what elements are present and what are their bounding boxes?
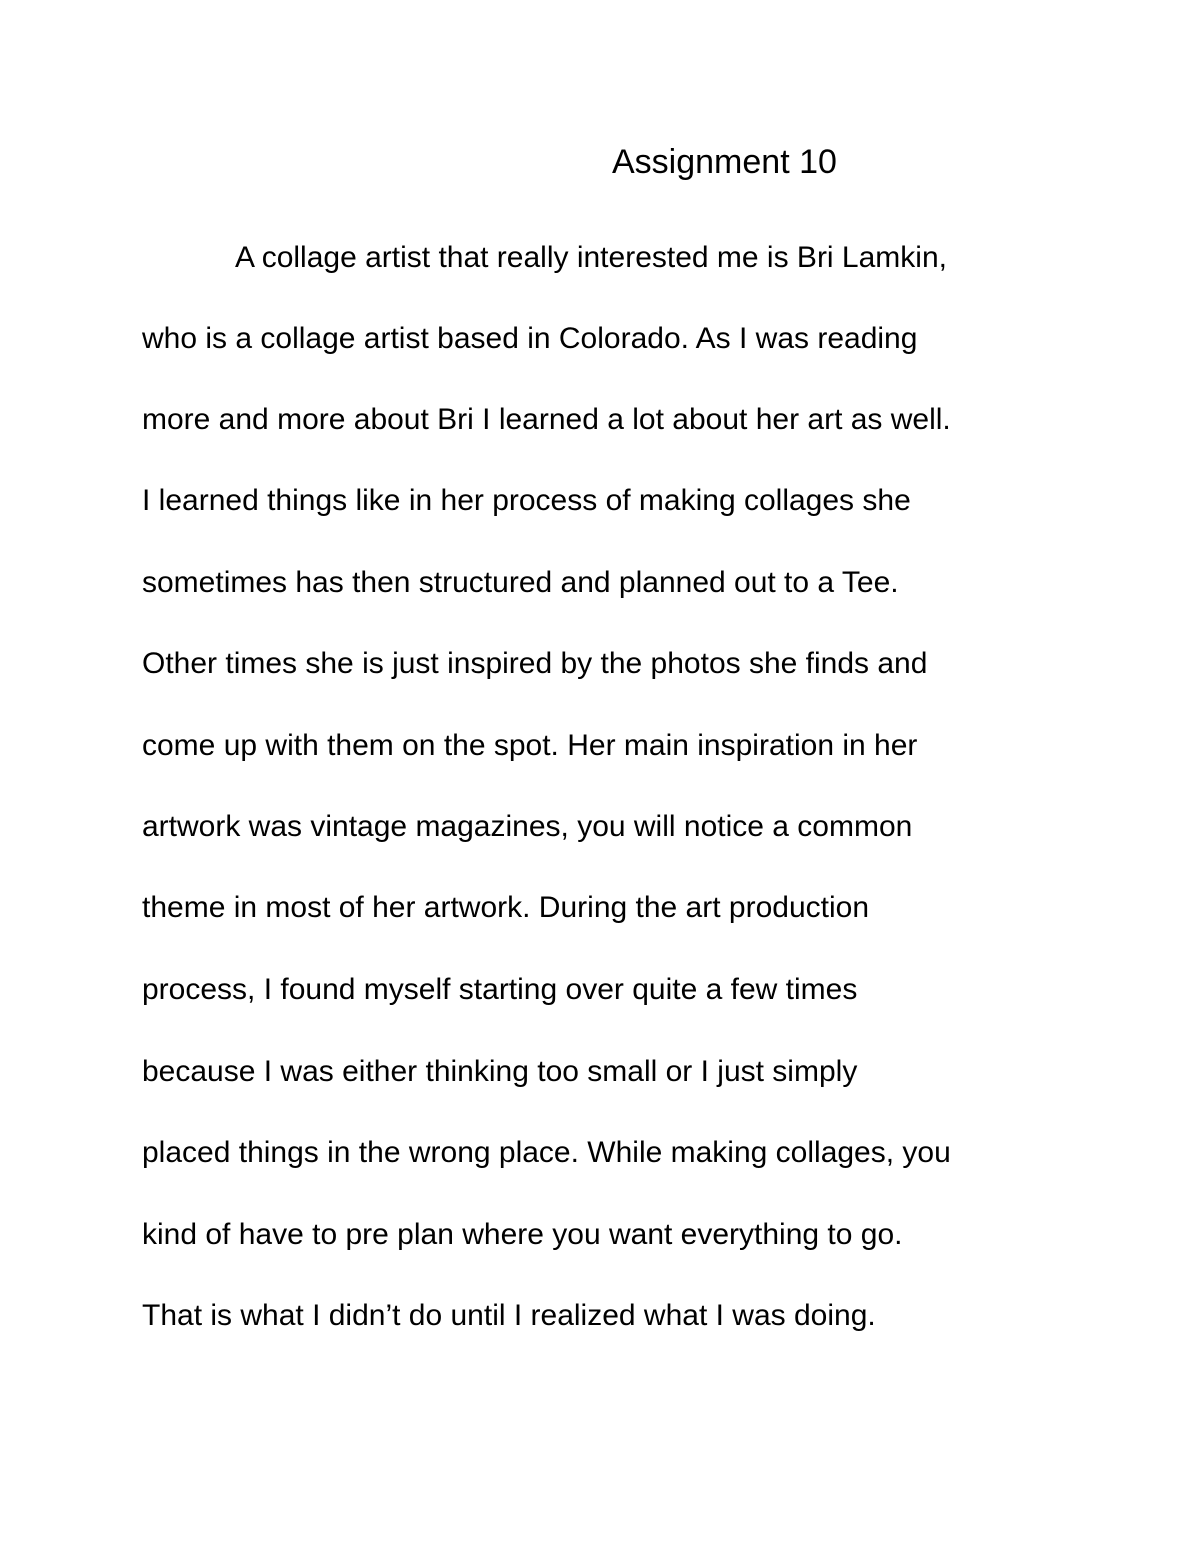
essay-line: kind of have to pre plan where you want everything to go. <box>142 1218 903 1251</box>
essay-line: who is a collage artist based in Colorado. As I was reading <box>142 322 918 355</box>
essay-line: sometimes has then structured and planned out to a Tee. <box>142 566 899 599</box>
essay-line: because I was either thinking too small or I just simply <box>142 1055 858 1088</box>
essay-line: artwork was vintage magazines, you will notice a common <box>142 810 913 843</box>
essay-line: I learned things like in her process of making collages she <box>142 484 911 517</box>
document-title: Assignment 10 <box>612 143 837 181</box>
essay-line: more and more about Bri I learned a lot about her art as well. <box>142 403 951 436</box>
essay-line: come up with them on the spot. Her main inspiration in her <box>142 729 918 762</box>
essay-line: placed things in the wrong place. While making collages, you <box>142 1136 951 1169</box>
essay-line: Other times she is just inspired by the photos she finds and <box>142 647 928 680</box>
essay-line: That is what I didn’t do until I realized what I was doing. <box>142 1299 876 1332</box>
essay-line: A collage artist that really interested me is Bri Lamkin, <box>235 241 947 274</box>
essay-line: theme in most of her artwork. During the art production <box>142 891 870 924</box>
essay-line: process, I found myself starting over quite a few times <box>142 973 858 1006</box>
